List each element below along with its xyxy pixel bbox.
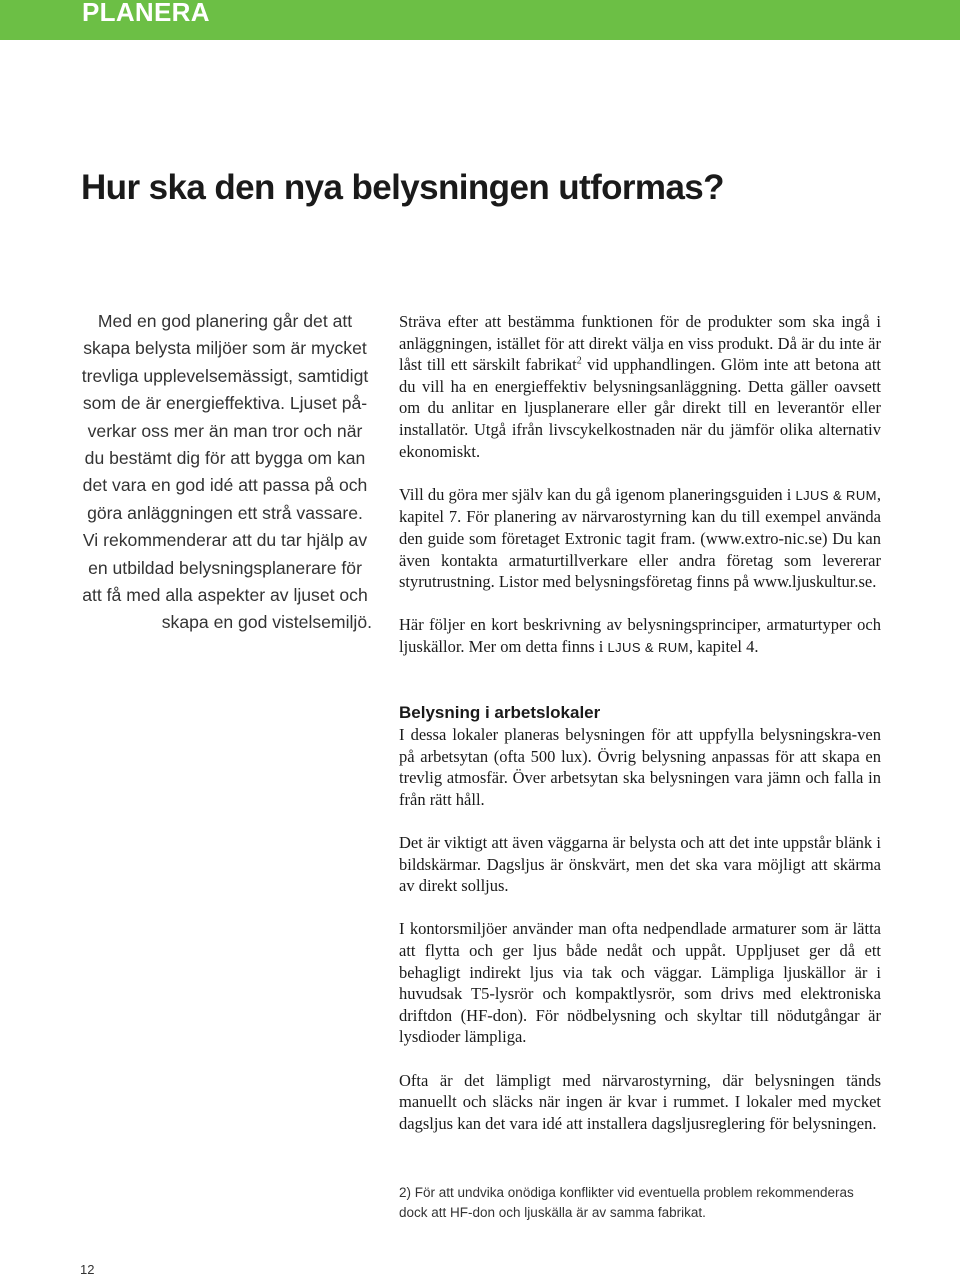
paragraph-walls: Det är viktigt att även väggarna är belysta och att det inte uppstår blänk i bildskärmar. Dagsljus är önskvärt, men det ska vara möjligt att skärma av direkt solljus. [399,832,881,896]
paragraph-office: I kontorsmiljöer använder man ofta nedpendlade armaturer som är lätta att flytta och ger ljus både nedåt och uppåt. Uppljuset ger då ett behagligt indirekt ljus via tak och väggar. Lämpliga ljuskällor är i huvudsak T5-lysrör och kompaktlysrör, som drivs med elektroniska driftdon (HF-don). För nödbelysning och skyltar till nödutgångar är lysdioder lämpliga. [399,919,881,1047]
paragraph-presence-control: Ofta är det lämpligt med närvarostyrning, där belysningen tänds manuellt och släcks när ingen är kvar i rummet. I lokaler med mycket dagsljus kan det vara idé att installera dagsljusreglering för belysningen. [399,1070,881,1133]
paragraph-text: Vill du göra mer själv kan du gå igenom planeringsguiden i [399,484,796,504]
section-label: PLANERA [82,0,210,27]
header-bar [0,0,960,40]
body-column-section [399,702,881,1156]
intro-line: att få med alla aspekter av ljuset och [82,585,368,606]
intro-line: en utbildad belysningsplanerare för [88,557,362,578]
intro-line: Med en god planering går det att [97,311,353,331]
paragraph-planning-guide [399,484,881,593]
paragraph-text: Här följer en kort beskrivning av belysningsprinciper, armaturtyper och ljuskällor. Mer om detta finns i [399,615,881,656]
intro-line: skapa belysta miljöer som är mycket [83,338,367,359]
paragraph-text: , kapitel 7. För planering av närvarostyrning kan du till exempel använda den guide som företaget Extronic tagit fram. (www.extro-nic.se) Du kan även kontakta armaturtillverkare eller andra företag som levererar styrutrustning. Listor med belysningsföretag finns på www.ljuskultur.se. [399,484,881,592]
section-heading: Belysning i arbetslokaler [399,703,601,722]
intro-line: som de är energieffektiva. Ljuset på- [82,393,368,414]
footnote-line: dock att HF-don och ljuskälla är av samma fabrikat. [399,1204,706,1220]
intro-line: skapa en god vistelsemiljö. [161,612,372,633]
book-reference: LJUS & RUM [795,487,877,503]
intro-line: verkar oss mer än man tror och när [87,420,363,441]
paragraph-text: vid upphandlingen. Glöm inte att betona att du vill ha en energieffektiv belysningsanläggning. Detta gäller oavsett om du anlitar en ljusplanerare eller går direkt till en leverantör eller installatör. Utgå ifrån livscykelkostnaden när du jämför olika alternativ ekonomiskt. [399,355,881,461]
footnote [399,1183,889,1222]
intro-line: du bestämt dig för att bygga om kan [84,448,366,469]
intro-line: trevliga upplevelsemässigt, samtidigt [81,365,369,386]
paragraph-workspace: I dessa lokaler planeras belysningen för att uppfylla belysningskra-ven på arbetsytan (ofta 500 lux). Övrig belysning anpassas för att skapa en trevlig atmosfär. Över arbetsytan ska belysningen vara jämn och falla in från rätt håll. [399,725,881,809]
footnote-marker: 2 [576,355,582,367]
intro-line: Vi rekommenderar att du tar hjälp av [82,530,368,551]
page-title: Hur ska den nya belysningen utformas? [81,168,724,207]
intro-text [78,308,372,637]
paragraph-text: Sträva efter att bestämma funktionen för de produkter som ska ingå i anläggningen, istället för att direkt välja en viss produkt. Då är du inte är låst till ett särskilt fabrikat [399,312,881,375]
intro-line: göra anläggningen ett strå vassare. [87,502,363,523]
body-column-top [399,311,881,680]
intro-line: det vara en god idé att passa på och [82,475,368,496]
footnote-line: 2) För att undvika onödiga konflikter vid eventuella problem rekommenderas [399,1185,854,1200]
paragraph-text: , kapitel 4. [688,636,759,656]
page-number: 12 [80,1262,95,1277]
paragraph-function [399,311,881,462]
paragraph-overview [399,614,881,658]
book-reference: LJUS & RUM [607,639,689,655]
